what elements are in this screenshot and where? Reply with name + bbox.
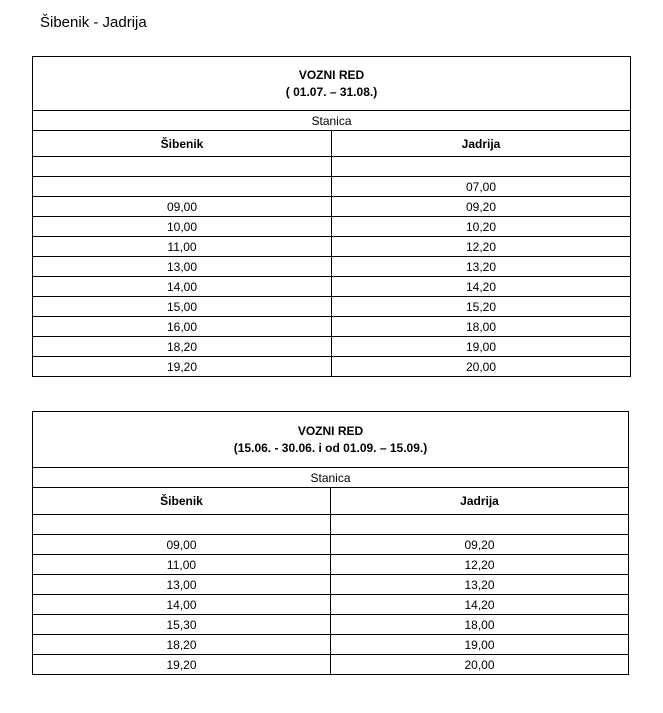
- time-cell-jadrija: 10,20: [332, 217, 631, 237]
- time-cell-sibenik: 09,00: [33, 197, 332, 217]
- table-row: [33, 655, 629, 675]
- time-cell-jadrija: 12,20: [332, 237, 631, 257]
- time-cell-jadrija: 18,00: [331, 615, 629, 635]
- timetable-heading: [33, 57, 631, 111]
- table-row: [33, 555, 629, 575]
- time-cell-sibenik: 10,00: [33, 217, 332, 237]
- timetable-heading-period: (15.06. - 30.06. i od 01.09. – 15.09.): [233, 440, 428, 455]
- time-cell-jadrija: [331, 515, 629, 535]
- time-cell-sibenik: [33, 515, 331, 535]
- timetable-heading-row: [33, 412, 629, 468]
- time-cell-sibenik: 11,00: [33, 237, 332, 257]
- time-cell-jadrija: 12,20: [331, 555, 629, 575]
- time-cell-jadrija: 07,00: [332, 177, 631, 197]
- table-row: [33, 635, 629, 655]
- time-cell-sibenik: 18,20: [33, 337, 332, 357]
- column-header-sibenik: Šibenik: [33, 488, 331, 515]
- table-row: [33, 157, 631, 177]
- station-label: Stanica: [33, 111, 631, 131]
- table-row: [33, 615, 629, 635]
- time-cell-sibenik: [33, 177, 332, 197]
- table-row: [33, 237, 631, 257]
- time-cell-sibenik: 11,00: [33, 555, 331, 575]
- time-cell-sibenik: 14,00: [33, 595, 331, 615]
- table-row: [33, 277, 631, 297]
- table-row: [33, 197, 631, 217]
- table-row: [33, 337, 631, 357]
- time-cell-jadrija: 15,20: [332, 297, 631, 317]
- timetable-off-season: [32, 411, 629, 675]
- timetable-heading-title: VOZNI RED: [298, 67, 365, 82]
- time-cell-jadrija: 14,20: [331, 595, 629, 615]
- page-title: Šibenik - Jadrija: [40, 14, 147, 31]
- table-row: [33, 317, 631, 337]
- table-row: [33, 535, 629, 555]
- time-cell-sibenik: 19,20: [33, 655, 331, 675]
- time-cell-sibenik: 09,00: [33, 535, 331, 555]
- column-header-row: [33, 488, 629, 515]
- column-header-jadrija: Jadrija: [332, 131, 631, 157]
- timetable-heading: [33, 412, 629, 468]
- time-cell-sibenik: 13,00: [33, 575, 331, 595]
- station-row: [33, 111, 631, 131]
- time-cell-jadrija: [332, 157, 631, 177]
- time-cell-jadrija: 13,20: [331, 575, 629, 595]
- table-row: [33, 575, 629, 595]
- time-cell-sibenik: 13,00: [33, 257, 332, 277]
- time-cell-sibenik: 15,30: [33, 615, 331, 635]
- table-row: [33, 217, 631, 237]
- table-row: [33, 177, 631, 197]
- time-cell-sibenik: 15,00: [33, 297, 332, 317]
- station-label: Stanica: [33, 468, 629, 488]
- time-cell-sibenik: [33, 157, 332, 177]
- timetable-heading-title: VOZNI RED: [297, 423, 364, 438]
- time-cell-jadrija: 13,20: [332, 257, 631, 277]
- timetable-heading-period: ( 01.07. – 31.08.): [285, 84, 378, 99]
- time-cell-sibenik: 19,20: [33, 357, 332, 377]
- time-cell-sibenik: 14,00: [33, 277, 332, 297]
- timetable-summer: [32, 56, 631, 377]
- column-header-jadrija: Jadrija: [331, 488, 629, 515]
- time-cell-jadrija: 14,20: [332, 277, 631, 297]
- time-cell-jadrija: 19,00: [332, 337, 631, 357]
- table-row: [33, 257, 631, 277]
- time-cell-sibenik: 18,20: [33, 635, 331, 655]
- time-cell-jadrija: 18,00: [332, 317, 631, 337]
- time-cell-jadrija: 09,20: [332, 197, 631, 217]
- time-cell-jadrija: 20,00: [331, 655, 629, 675]
- time-cell-jadrija: 20,00: [332, 357, 631, 377]
- table-row: [33, 357, 631, 377]
- station-row: [33, 468, 629, 488]
- table-row: [33, 595, 629, 615]
- table-row: [33, 297, 631, 317]
- column-header-sibenik: Šibenik: [33, 131, 332, 157]
- table-row: [33, 515, 629, 535]
- time-cell-jadrija: 09,20: [331, 535, 629, 555]
- time-cell-jadrija: 19,00: [331, 635, 629, 655]
- timetable-heading-row: [33, 57, 631, 111]
- column-header-row: [33, 131, 631, 157]
- time-cell-sibenik: 16,00: [33, 317, 332, 337]
